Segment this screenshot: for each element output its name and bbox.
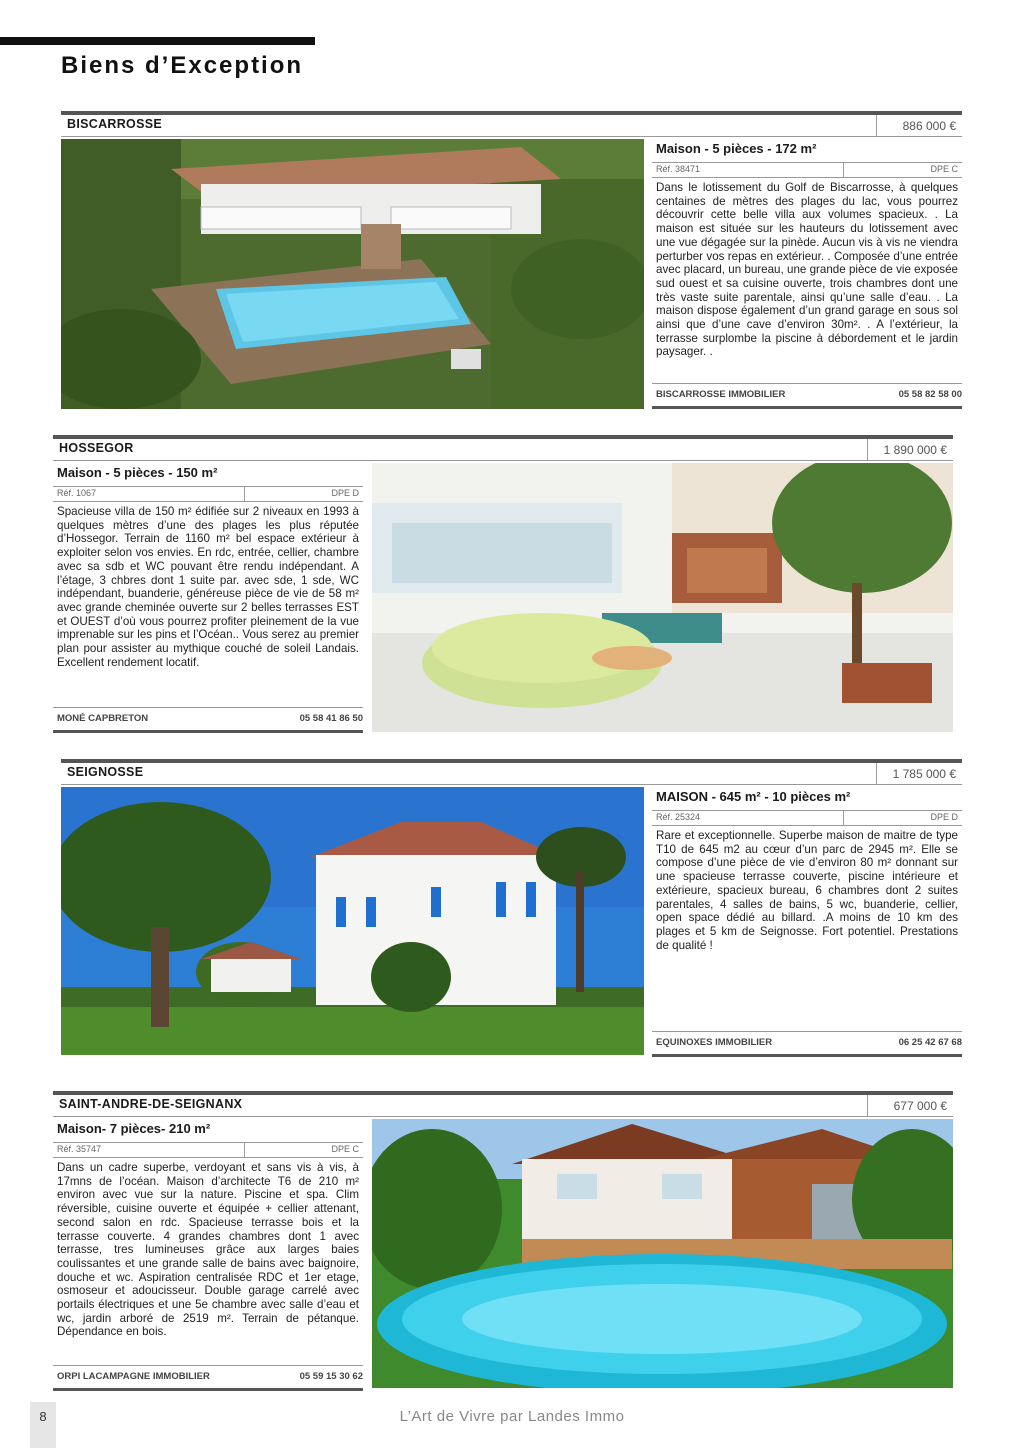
page-number: 8 <box>30 1402 56 1448</box>
agency-row <box>53 1365 363 1391</box>
listing-hossegor <box>53 435 953 735</box>
agency-name[interactable]: MONÉ CAPBRETON <box>57 713 149 724</box>
ref-row <box>53 1142 363 1158</box>
ref-number: Réf. 38471 <box>656 164 701 174</box>
listing-price: 1 890 000 € <box>867 439 953 460</box>
property-description: Dans le lotissement du Golf de Biscarrosse, à quelques centaines de mètres des plages du lac, vous pourrez découvrir cette belle villa aux volumes spacieux. . La maison est située sur les hauteurs du lotissement avec une vue dégagée sur la pinède. Aucun vis à vis ne viendra perturber vos repas en extérieur. . Composée d’une entrée avec placard, un bureau, une grande pièce de vie exposée sud ouest et sa cuisine ouverte, trois chambres dont une très vaste suite parentale, ainsi qu’une salle d’eau. . La maison dispose également d’un grand garage en sous sol ainsi que d’une cave d’environ 30m². . A l’extérieur, la terrasse surplombe la piscine à débordement et le jardin paysager. . <box>656 181 958 359</box>
property-title: MAISON - 645 m² - 10 pièces m² <box>656 789 851 804</box>
top-rule <box>0 37 315 45</box>
ref-divider <box>843 163 844 177</box>
ref-row <box>652 810 962 826</box>
listing-price: 1 785 000 € <box>876 763 962 784</box>
footer-tagline: L’Art de Vivre par Landes Immo <box>399 1408 625 1425</box>
ref-divider <box>244 487 245 501</box>
ref-divider <box>843 811 844 825</box>
header-rule <box>53 435 953 439</box>
ref-number: Réf. 1067 <box>57 488 97 498</box>
dpe-rating: DPE D <box>930 812 958 822</box>
listing-price: 677 000 € <box>867 1095 953 1116</box>
listing-photo[interactable] <box>61 787 644 1055</box>
agency-phone[interactable]: 05 58 82 58 00 <box>898 389 962 400</box>
listing-photo[interactable] <box>372 463 953 732</box>
ref-divider <box>244 1143 245 1157</box>
property-description: Spacieuse villa de 150 m² édifiée sur 2 niveaux en 1993 à quelques mètres d’une des plages les plus réputée d’Hossegor. Terrain de 1160 m² bel espace extérieur à exploiter selon vos envies. En rdc, entrée, cellier, chambre avec sa sdb et WC pouvant être rendu indépendant. A l’étage, 3 chbres dont 1 suite par. avec sde, 1 sde, WC indépendant, buanderie, généreuse pièce de vie de 58 m² avec grande cheminée ouverte sur 2 belles terrasses EST et OUEST d’où vous pourrez profiter pleinement de la vue imprenable sur les pins et l’Océan.. Vous serez au premier plan pour assister au mythique couché de soleil Landais. Excellent rendement locatif. <box>57 505 359 669</box>
listing-info <box>53 1119 363 1391</box>
property-description: Dans un cadre superbe, verdoyant et sans vis à vis, à 17mns de l’océan. Maison d’architecte T6 de 210 m² environ avec vue sur la nature. Piscine et spa. Clim réversible, cuisine ouverte et équipée + cellier attenant, second salon en rdc. Spacieuse terrasse bois et la terrasse couverte. 4 grandes chambres dont 1 avec terrasse, tres lumineuses grâce aux larges baies coulissantes et une grande salle de bains avec baignoire, douche et wc. Aspiration centralisée RDC et 1er etage, osmoseur et adoucisseur. Double garage carrelé avec portails électriques et une 5e chambre avec salle d’eau et wc, jardin arboré de 2519 m². Terrain de pétanque. Dépendance en bois. <box>57 1161 359 1339</box>
dpe-rating: DPE C <box>930 164 958 174</box>
listing-saint-andre-de-seignanx <box>53 1091 953 1391</box>
dpe-rating: DPE C <box>331 1144 359 1154</box>
agency-name[interactable]: EQUINOXES IMMOBILIER <box>656 1037 773 1048</box>
listing-seignosse <box>61 759 962 1059</box>
page-title: Biens d’Exception <box>61 52 304 79</box>
listing-info <box>652 787 962 1059</box>
header-underline <box>53 460 953 461</box>
property-title: Maison - 5 pièces - 172 m² <box>656 141 817 156</box>
agency-phone[interactable]: 05 59 15 30 62 <box>299 1371 363 1382</box>
property-description: Rare et exceptionnelle. Superbe maison de maitre de type T10 de 645 m2 au cœur d’un parc de 2945 m². Elle se compose d’une pièce de vie d’environ 80 m² donnant sur une spacieuse terrasse couverte, piscine intérieure et extérieure, spacieux bureau, 6 chambres dont 2 suites parentales, 4 salles de bains, 5 wc, buanderie, cellier, open space dédié au billard. .A moins de 10 km des plages et 5 km de Seignosse. Fort potentiel. Prestations de qualité ! <box>656 829 958 952</box>
property-title: Maison - 5 pièces - 150 m² <box>57 465 218 480</box>
agency-row <box>652 1031 962 1057</box>
agency-name[interactable]: BISCARROSSE IMMOBILIER <box>656 389 786 400</box>
agency-row <box>652 383 962 409</box>
listing-photo[interactable] <box>372 1119 953 1388</box>
listing-city: SEIGNOSSE <box>67 765 144 779</box>
listing-city: HOSSEGOR <box>59 441 134 455</box>
listing-photo[interactable] <box>61 139 644 409</box>
agency-row <box>53 707 363 733</box>
dpe-rating: DPE D <box>331 488 359 498</box>
agency-phone[interactable]: 06 25 42 67 68 <box>898 1037 962 1048</box>
listing-info <box>53 463 363 735</box>
header-underline <box>61 136 962 137</box>
ref-number: Réf. 25324 <box>656 812 701 822</box>
header-underline <box>61 784 962 785</box>
property-title: Maison- 7 pièces- 210 m² <box>57 1121 211 1136</box>
listing-biscarrosse <box>61 111 962 411</box>
ref-row <box>53 486 363 502</box>
listing-info <box>652 139 962 411</box>
ref-number: Réf. 35747 <box>57 1144 102 1154</box>
ref-row <box>652 162 962 178</box>
listing-city: SAINT-ANDRE-DE-SEIGNANX <box>59 1097 243 1111</box>
header-rule <box>61 759 962 763</box>
agency-phone[interactable]: 05 58 41 86 50 <box>299 713 363 724</box>
header-underline <box>53 1116 953 1117</box>
agency-name[interactable]: ORPI LACAMPAGNE IMMOBILIER <box>57 1371 210 1382</box>
header-rule <box>61 111 962 115</box>
listing-city: BISCARROSSE <box>67 117 162 131</box>
header-rule <box>53 1091 953 1095</box>
listing-price: 886 000 € <box>876 115 962 136</box>
